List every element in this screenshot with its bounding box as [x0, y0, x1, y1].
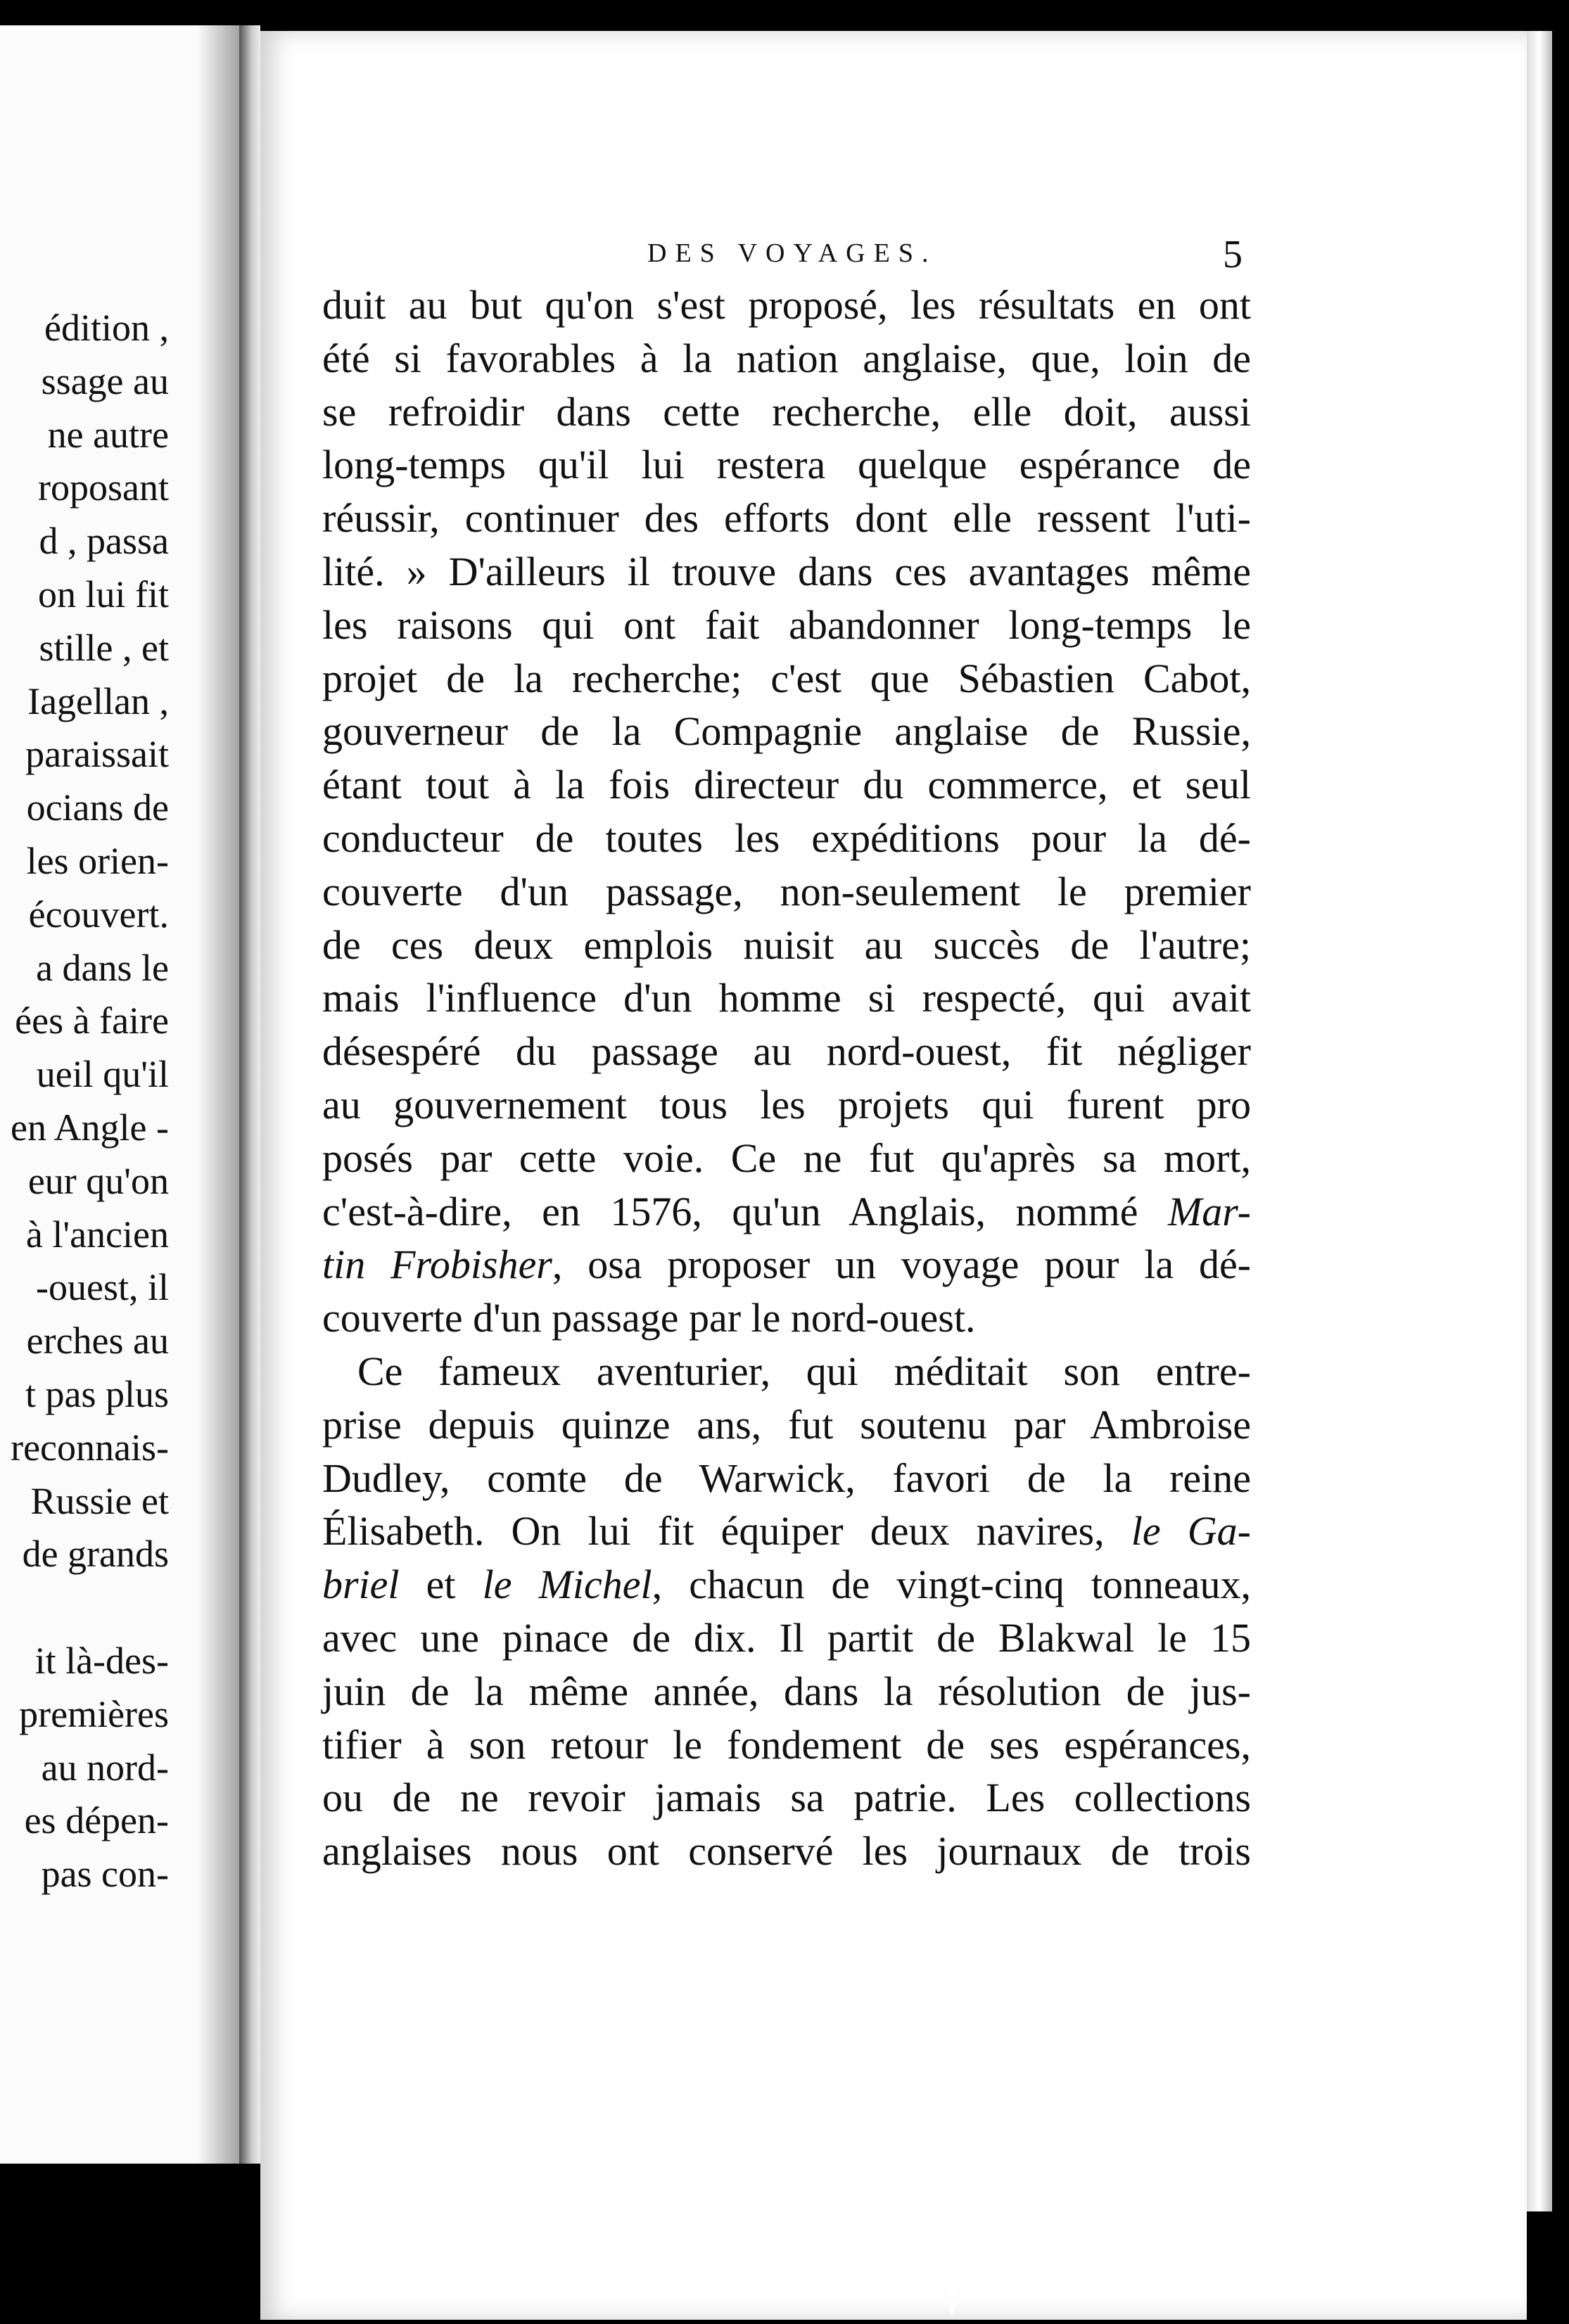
- left-page-line: écouvert.: [28, 893, 169, 936]
- left-page-line: pas con-: [41, 1853, 169, 1896]
- italic-name: Mar-: [1167, 1188, 1251, 1234]
- text-line: lité. » D'ailleurs il trouve dans ces avantages même: [322, 548, 1251, 594]
- left-page-line: erches au: [26, 1320, 169, 1362]
- italic-name: briel: [322, 1562, 400, 1608]
- text-line: juin de la même année, dans la résolution de jus-: [322, 1668, 1251, 1714]
- page-edge: [1527, 31, 1552, 2211]
- text-run: , osa proposer un voyage pour la dé-: [552, 1241, 1251, 1288]
- left-page-line: -ouest, il: [36, 1266, 169, 1309]
- left-page-line: t pas plus: [25, 1373, 169, 1415]
- text-line: duit au but qu'on s'est proposé, les résultats en ont: [322, 282, 1251, 328]
- text-line: couverte d'un passage, non-seulement le premier: [322, 868, 1251, 914]
- text-line: posés par cette voie. Ce ne fut qu'après sa mort,: [322, 1135, 1251, 1181]
- left-page-line: ssage au: [41, 359, 169, 402]
- text-line: réussir, continuer des efforts dont elle ressent l'uti-: [322, 495, 1251, 542]
- left-page-line: eur qu'on: [27, 1159, 169, 1202]
- italic-name: tin Frobisher: [322, 1241, 552, 1288]
- left-page-line: a dans le: [36, 946, 169, 989]
- left-page-line: au nord-: [41, 1746, 169, 1789]
- text-line: Dudley, comte de Warwick, favori de la reine: [322, 1455, 1251, 1501]
- scan-artifact: [950, 2286, 954, 2314]
- text-line: projet de la recherche; c'est que Sébastien Cabot,: [322, 655, 1251, 701]
- left-page-line: roposant: [38, 466, 169, 509]
- page-number: 5: [1223, 233, 1243, 276]
- text-line: [322, 1185, 1251, 1239]
- left-page-line: les orien-: [26, 840, 169, 882]
- left-page-line: édition ,: [44, 307, 169, 349]
- italic-name: le Michel: [482, 1562, 652, 1608]
- text-line: de ces deux emplois nuisit au succès de l'autre;: [322, 921, 1251, 968]
- text-line: désespéré du passage au nord-ouest, fit négliger: [322, 1028, 1251, 1075]
- text-line: étant tout à la fois directeur du commerce, et seul: [322, 762, 1251, 808]
- left-page-line: d , passa: [39, 520, 169, 563]
- page-shadow: [197, 25, 239, 2164]
- italic-name: le Ga-: [1131, 1508, 1252, 1554]
- left-page-line: ueil qu'il: [36, 1053, 169, 1096]
- left-page-line: Russie et: [30, 1479, 169, 1522]
- left-page-line: ne autre: [47, 413, 169, 456]
- text-line: [322, 1558, 1251, 1611]
- left-page-line: à l'ancien: [25, 1213, 169, 1256]
- text-run: , chacun de vingt-cinq tonneaux,: [652, 1562, 1252, 1608]
- text-line: prise depuis quinze ans, fut soutenu par Ambroise: [322, 1401, 1251, 1448]
- text-line: [322, 1505, 1251, 1558]
- text-line: couverte d'un passage par le nord-ouest.: [322, 1295, 976, 1341]
- text-line: tifier à son retour le fondement de ses espérances,: [322, 1721, 1251, 1768]
- book-gutter: [239, 25, 260, 2164]
- text-line: été si favorables à la nation anglaise, que, loin de: [322, 335, 1251, 381]
- text-line: ou de ne revoir jamais sa patrie. Les collections: [322, 1775, 1251, 1821]
- left-page-line: stille , et: [39, 626, 169, 669]
- text-line: conducteur de toutes les expéditions pour la dé-: [322, 815, 1251, 861]
- text-run: et: [426, 1562, 456, 1608]
- left-page-line: ées à faire: [15, 1000, 169, 1042]
- body-text: [322, 279, 1251, 1878]
- left-page-line: paraissait: [25, 733, 169, 776]
- text-line: avec une pinace de dix. Il partit de Blakwal le 15: [322, 1614, 1251, 1661]
- text-line: [322, 1238, 1251, 1291]
- text-line: long-temps qu'il lui restera quelque espérance de: [322, 442, 1251, 488]
- text-line: se refroidir dans cette recherche, elle doit, aussi: [322, 388, 1251, 435]
- left-page-line: Iagellan ,: [27, 679, 169, 722]
- text-run: c'est-à-dire, en 1576, qu'un Anglais, nommé: [322, 1188, 1138, 1234]
- left-page-line: premières: [19, 1692, 169, 1735]
- left-page-line: de grands: [22, 1533, 169, 1576]
- text-line: gouverneur de la Compagnie anglaise de Russie,: [322, 708, 1251, 755]
- left-page-line: it là-des-: [34, 1640, 169, 1682]
- text-line: anglaises nous ont conservé les journaux de trois: [322, 1828, 1251, 1875]
- left-page-line: ocians de: [26, 786, 169, 829]
- text-line: les raisons qui ont fait abandonner long-temps le: [322, 601, 1251, 648]
- left-page-line: es dépen-: [24, 1799, 169, 1842]
- running-header: DES VOYAGES.: [647, 238, 937, 268]
- left-page-fragment: [0, 25, 239, 2164]
- left-page-line: en Angle -: [11, 1106, 169, 1149]
- left-page-line: reconnais-: [11, 1426, 169, 1469]
- text-run: Élisabeth. On lui fit équiper deux navires,: [322, 1508, 1105, 1554]
- text-line: au gouvernement tous les projets qui furent pro: [322, 1081, 1251, 1128]
- text-line: mais l'influence d'un homme si respecté, qui avait: [322, 975, 1251, 1021]
- left-page-line: on lui fit: [38, 573, 169, 615]
- text-line: Ce fameux aventurier, qui méditait son entre-: [357, 1348, 1251, 1394]
